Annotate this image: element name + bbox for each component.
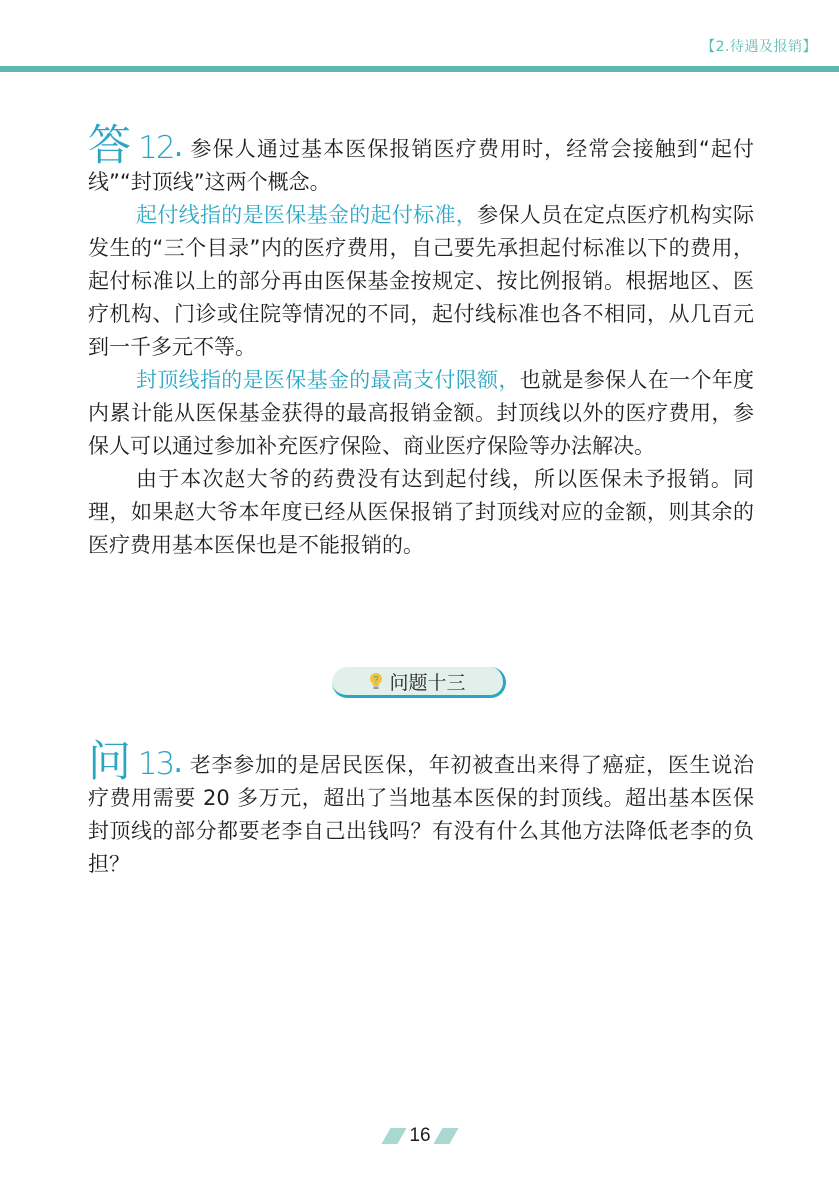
answer-label: 答	[88, 121, 133, 171]
question-section	[88, 737, 755, 881]
answer-dot: .	[173, 128, 184, 164]
answer-intro-text: 参保人通过基本医保报销医疗费用时，经常会接触到“起付线”“封顶线”这两个概念。	[88, 137, 754, 194]
page-number-badge	[384, 1124, 456, 1148]
answer-p1-text: 参保人员在定点医疗机构实际发生的“三个目录”内的医疗费用，自己要先承担起付标准以下的费用，起付标准以上的部分再由医保基金按规定、按比例报销。根据地区、医疗机构、门诊或住院等情况的不同，起付线标准也各不相同，从几百元到一千多元不等。	[88, 203, 755, 359]
section-tag: 【2.待遇及报销】	[701, 39, 817, 55]
answer-p1-highlight: 起付线指的是医保基金的起付标准，	[136, 203, 478, 227]
question-section-pill	[332, 667, 506, 698]
question-label: 问	[88, 737, 132, 787]
answer-paragraph-2	[88, 364, 754, 463]
question-paragraph	[88, 737, 755, 881]
lightbulb-icon	[369, 672, 383, 690]
answer-intro	[88, 121, 754, 199]
header-divider	[0, 66, 839, 72]
answer-section	[88, 121, 755, 562]
svg-text:?: ?	[373, 674, 379, 685]
answer-p2-highlight: 封顶线指的是医保基金的最高支付限额，	[136, 368, 520, 392]
decor-slash-left	[381, 1128, 406, 1144]
page-number: 16	[409, 1125, 431, 1146]
pill-label: 问题十三	[389, 671, 466, 694]
question-text: 老李参加的是居民医保，年初被查出来得了癌症，医生说治疗费用需要 20 多万元，超出了当地基本医保的封顶线。超出基本医保封顶线的部分都要老李自己出钱吗？有没有什么其他方法降低老李的负担？	[88, 753, 755, 876]
question-dot: .	[173, 744, 184, 780]
question-number: 13	[137, 746, 174, 782]
answer-number: 12	[138, 130, 174, 166]
answer-paragraph-1	[88, 199, 754, 364]
decor-slash-right	[433, 1128, 458, 1144]
answer-p2-text: 也就是参保人在一个年度内累计能从医保基金获得的最高报销金额。封顶线以外的医疗费用，参保人可以通过参加补充医疗保险、商业医疗保险等办法解决。	[88, 368, 755, 458]
answer-paragraph-3: 由于本次赵大爷的药费没有达到起付线，所以医保未予报销。同理，如果赵大爷本年度已经从医保报销了封顶线对应的金额，则其余的医疗费用基本医保也是不能报销的。	[88, 467, 754, 557]
